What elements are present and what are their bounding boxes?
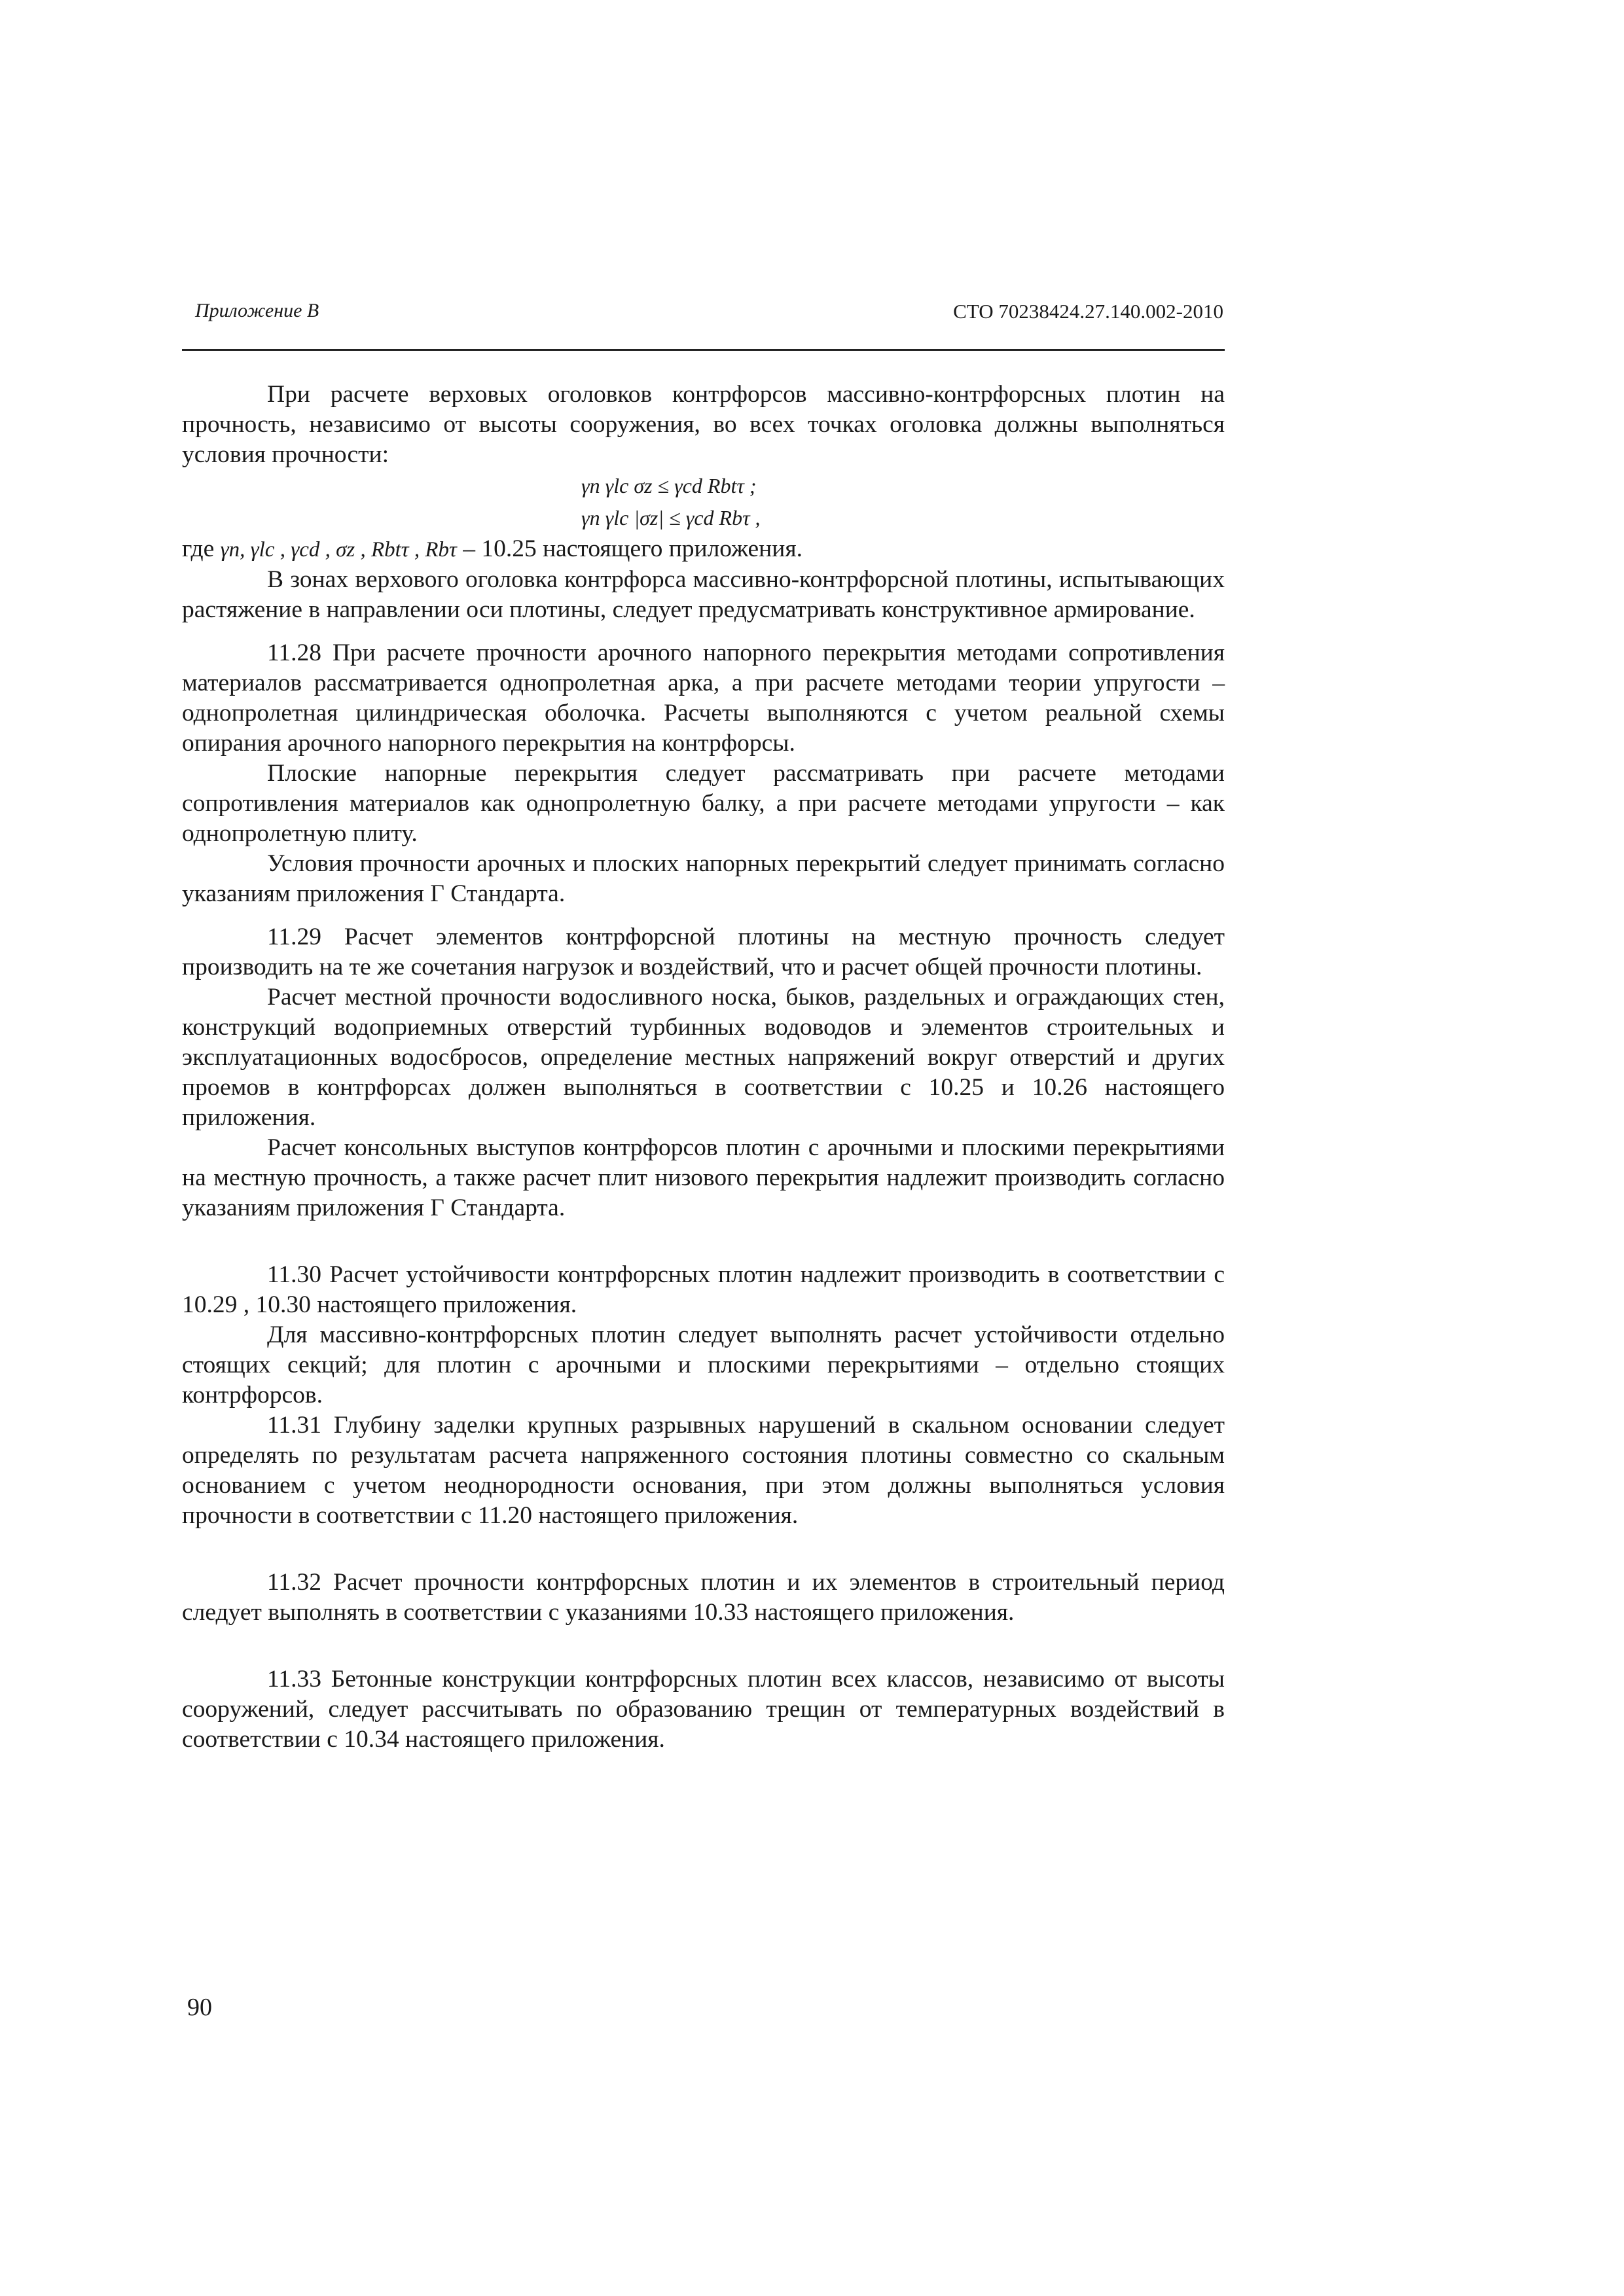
paragraph-where bbox=[182, 534, 1225, 565]
formula-text: γn γlc σz ≤ γcd Rbtτ ; bbox=[581, 474, 757, 497]
paragraph: Условия прочности арочных и плоских напорных перекрытий следует принимать согласно указаниям приложения Г Стандарта. bbox=[182, 850, 1225, 907]
formula-1 bbox=[182, 470, 1225, 502]
formula-2 bbox=[182, 502, 1225, 534]
paragraph-11-31: 11.31 Глубину заделки крупных разрывных нарушений в скальном основании следует определять по результатам расчета напряженного состояния плотины совместно со скальным основанием с учетом неоднородности основания, при этом должны выполняться условия прочности в соответствии с 11.20 настоящего приложения. bbox=[182, 1412, 1225, 1529]
page-body bbox=[182, 380, 1225, 1755]
formula-text: γn γlc |σz| ≤ γcd Rbτ , bbox=[581, 506, 761, 529]
paragraph-11-28: 11.28 При расчете прочности арочного напорного перекрытия методами сопротивления материалов рассматривается однопролетная арка, а при расчете методами теории упругости – однопролетная цилиндрическая оболочка. Расчеты выполняются с учетом реальной схемы опирания арочного напорного перекрытия на контрфорсы. bbox=[182, 639, 1225, 757]
paragraph: Плоские напорные перекрытия следует рассматривать при расчете методами сопротивления материалов как однопролетную балку, а при расчете методами упругости – как однопролетную плиту. bbox=[182, 760, 1225, 847]
header-document-code: СТО 70238424.27.140.002-2010 bbox=[953, 300, 1223, 323]
page-header bbox=[182, 300, 1225, 352]
page-number: 90 bbox=[187, 1994, 212, 2021]
paragraph: В зонах верхового оголовка контрфорса массивно-контрфорсной плотины, испытывающих растяжение в направлении оси плотины, следует предусматривать конструктивное армирование. bbox=[182, 566, 1225, 623]
header-appendix-label: Приложение В bbox=[195, 300, 319, 321]
paragraph-11-30: 11.30 Расчет устойчивости контрфорсных плотин надлежит производить в соответствии с 10.29 , 10.30 настоящего приложения. bbox=[182, 1261, 1225, 1318]
header-divider bbox=[182, 349, 1225, 351]
paragraph: При расчете верховых оголовков контрфорсов массивно-контрфорсных плотин на прочность, независимо от высоты сооружения, во всех точках оголовка должны выполняться условия прочности: bbox=[182, 381, 1225, 468]
paragraph-11-29: 11.29 Расчет элементов контрфорсной плотины на местную прочность следует производить на те же сочетания нагрузок и воздействий, что и расчет общей прочности плотины. bbox=[182, 924, 1225, 980]
paragraph-11-32: 11.32 Расчет прочности контрфорсных плотин и их элементов в строительный период следует выполнять в соответствии с указаниями 10.33 настоящего приложения. bbox=[182, 1569, 1225, 1626]
paragraph-11-33: 11.33 Бетонные конструкции контрфорсных плотин всех классов, независимо от высоты сооружений, следует рассчитывать по образованию трещин от температурных воздействий в соответствии с 10.34 настоящего приложения. bbox=[182, 1666, 1225, 1753]
where-suffix: – 10.25 настоящего приложения. bbox=[456, 535, 803, 562]
paragraph: Для массивно-контрфорсных плотин следует выполнять расчет устойчивости отдельно стоящих секций; для плотин с арочными и плоскими перекрытиями – отдельно стоящих контрфорсов. bbox=[182, 1321, 1225, 1408]
paragraph: Расчет местной прочности водосливного носка, быков, раздельных и ограждающих стен, конструкций водоприемных отверстий турбинных водоводов и элементов строительных и эксплуатационных водосбросов, определение местных напряжений вокруг отверстий и других проемов в контрфорсах должен выполняться в соответствии с 10.25 и 10.26 настоящего приложения. bbox=[182, 984, 1225, 1131]
paragraph: Расчет консольных выступов контрфорсов плотин с арочными и плоскими перекрытиями на местную прочность, а также расчет плит низового перекрытия надлежит производить согласно указаниям приложения Г Стандарта. bbox=[182, 1134, 1225, 1221]
where-prefix: где bbox=[182, 535, 215, 562]
where-symbols: γn, γlc , γcd , σz , Rbtτ , Rbτ bbox=[220, 538, 457, 562]
